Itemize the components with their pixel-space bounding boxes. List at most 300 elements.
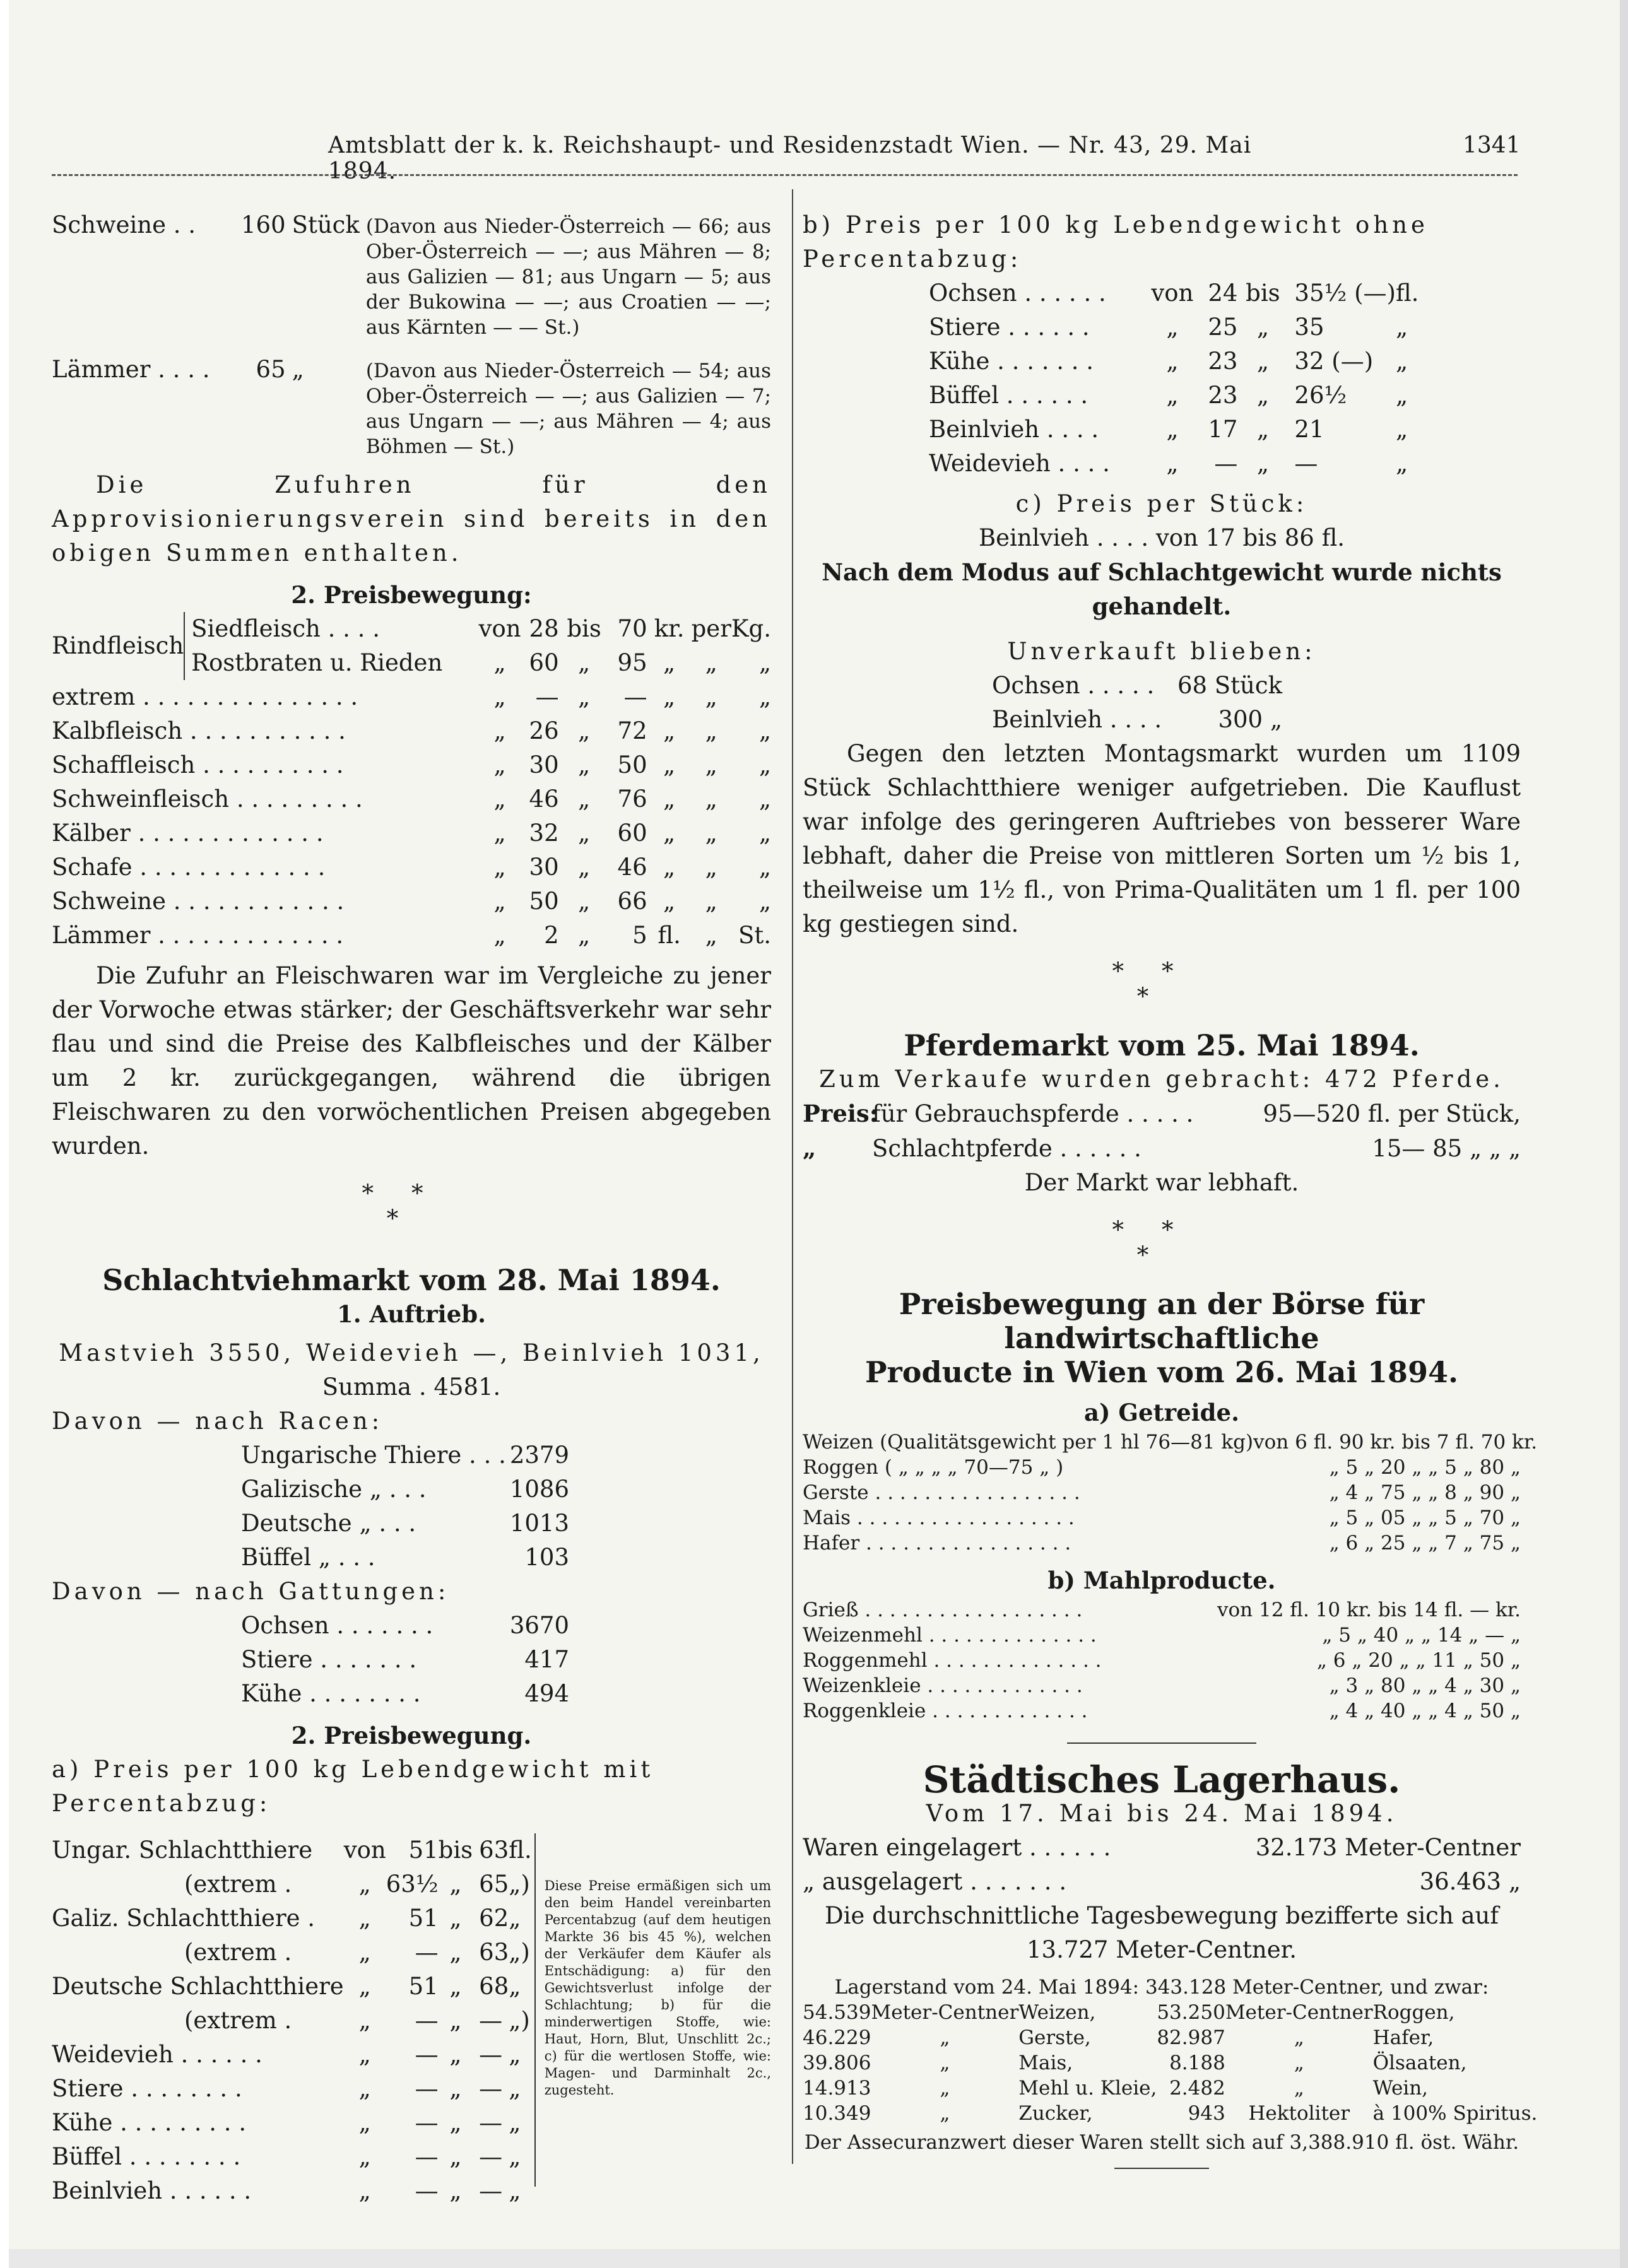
star-mark: *: [1162, 1216, 1212, 1243]
price-low: 30: [529, 854, 559, 881]
race-list: [52, 1438, 569, 1575]
stock-qty: 54.539: [803, 2001, 871, 2024]
stock-qty: 943: [1188, 2102, 1225, 2125]
page-number: 1341: [1463, 132, 1521, 158]
scan-edge-right: [1620, 0, 1628, 2268]
price-to: „: [578, 888, 591, 915]
price-to: „: [578, 751, 591, 779]
kind-row: [241, 1609, 569, 1643]
price-from: „: [358, 1939, 371, 1966]
kind-row-value: 3670: [509, 1612, 569, 1639]
price-high: 32 (—): [1294, 348, 1374, 375]
price-high: 26½: [1294, 382, 1347, 409]
price-name: Stiere . . . . . . . .: [52, 2075, 242, 2102]
price-to: „: [449, 2041, 462, 2068]
price-from: „: [493, 888, 506, 915]
slaughter-title: Schlachtviehmarkt vom 28. Mai 1894.: [102, 1263, 721, 1297]
price-high: —: [479, 2109, 503, 2136]
price-b-row: [929, 310, 1434, 344]
price-unit: „: [509, 2109, 521, 2136]
grain-row-value: „ 4 „ 75 „ „ 8 „ 90 „: [1329, 1481, 1521, 1504]
price-a-row: [52, 1901, 532, 1936]
meat-name: Schweine . . . . . . . . . . . .: [52, 888, 345, 915]
price-per: „: [705, 820, 717, 847]
price-from: „: [1166, 382, 1179, 409]
horse-price-label: „: [803, 1134, 817, 1162]
price-low: —: [1214, 450, 1238, 477]
price-low: 60: [529, 649, 559, 676]
race-row-value: 2379: [509, 1442, 569, 1469]
price-unit: „: [1396, 416, 1408, 443]
race-row-value: 1086: [509, 1476, 569, 1503]
price-high: 63: [479, 1836, 509, 1864]
price-to: „: [449, 2109, 462, 2136]
auftrieb-heading: 1. Auftrieb.: [337, 1300, 486, 1328]
price-from: „: [1166, 416, 1179, 443]
race-row-value: 103: [524, 1544, 569, 1571]
meat-price-row: [52, 816, 771, 850]
meat-name: Siedfleisch . . . .: [184, 612, 478, 646]
meat-name: Rostbraten u. Rieden: [184, 646, 478, 680]
price-measure: St.: [738, 922, 771, 949]
kind-row-name: Kühe . . . . . . . .: [241, 1680, 421, 1707]
horse-sale-line: Zum Verkaufe wurden gebracht: 472 Pferde.: [819, 1066, 1504, 1093]
brace: [534, 1833, 536, 2187]
price-a-row: [52, 1970, 532, 2004]
grain-list: [803, 1430, 1538, 1556]
meat-price-row: [52, 850, 771, 884]
exchange-title-line1: Preisbewegung an der Börse für landwirtschaftliche: [899, 1287, 1425, 1355]
price-from: von: [343, 1836, 386, 1864]
price-high: 35½ (—): [1294, 279, 1396, 307]
price-low: 26: [529, 717, 559, 744]
price-unit: „: [663, 888, 676, 915]
star-mark: *: [1112, 958, 1162, 985]
price-name: (extrem .: [184, 1939, 292, 1966]
price-unit: „: [663, 683, 676, 710]
livestock-count: 160: [241, 211, 286, 238]
market-paragraph: Gegen den letzten Montagsmarkt wurden um 1109 Stück Schlachtthiere weniger aufgetrieben. Die Kauflust war infolge des geringeren Auftriebes von besserer Ware lebhaft, daher die Preise von mittleren Sorten um ½ bis 1, theilweise um 1½ fl., von Prima-Qualitäten um 1 fl. per 100 kg gestiegen sind.: [803, 740, 1521, 937]
price-high: 63: [479, 1939, 509, 1966]
warehouse-row: [803, 1831, 1521, 1865]
price-name: Büffel . . . . . . . .: [52, 2143, 241, 2170]
price-to: „: [578, 717, 591, 744]
stock-goods: Hafer,: [1372, 2026, 1434, 2049]
price-a-row: [52, 1936, 532, 1970]
price-high: 76: [617, 785, 647, 813]
price-low: 51: [408, 1905, 439, 1932]
star-mark: *: [1162, 958, 1212, 985]
stock-qty: 8.188: [1169, 2052, 1225, 2074]
stock-goods: Weizen,: [1018, 2001, 1096, 2024]
star-mark: *: [386, 1205, 437, 1232]
price-low: 30: [529, 751, 559, 779]
price-high: —: [1294, 450, 1318, 477]
price-measure: „: [758, 820, 771, 847]
price-from: „: [493, 649, 506, 676]
flour-row-value: „ 3 „ 80 „ „ 4 „ 30 „: [1329, 1674, 1521, 1697]
price-name: Beinlvieh . . . . . .: [52, 2177, 252, 2204]
price-a-table: [52, 1833, 532, 2208]
horse-price-value: 15— 85 „ „ „: [1372, 1135, 1521, 1162]
price-unit: „: [663, 717, 676, 744]
price-high: 21: [1294, 416, 1324, 443]
stock-qty: 46.229: [803, 2026, 871, 2049]
price-a-row: [52, 2072, 532, 2106]
livestock-origin-table: [52, 208, 771, 459]
race-row: [241, 1472, 569, 1507]
summa-line: Summa . 4581.: [322, 1373, 501, 1401]
auftrieb-line: Mastvieh 3550, Weidevieh —, Beinlvieh 1031,: [59, 1339, 764, 1366]
livestock-row: [52, 208, 771, 340]
price-to: „: [449, 2143, 462, 2170]
flour-row: [803, 1698, 1521, 1724]
flour-row-name: Grieß . . . . . . . . . . . . . . . . . .: [803, 1599, 1083, 1621]
stock-unit: Meter-Centner: [871, 2001, 1019, 2024]
price-unit: „: [1396, 450, 1408, 477]
stock-row: [803, 2101, 1537, 2126]
livestock-detail: (Davon aus Nieder-Österreich — 66; aus Ober-Österreich — —; aus Mähren — 8; aus Galizien — 81; aus Ungarn — 5; aus der Bukowina — —; aus Croatien — —; aus Kärnten — — St.): [365, 215, 771, 339]
price-to: bis: [1246, 279, 1280, 307]
price-b-table: [929, 276, 1434, 481]
grain-row-name: Hafer . . . . . . . . . . . . . . . . .: [803, 1532, 1071, 1554]
price-measure: „: [758, 888, 771, 915]
price-name: Kühe . . . . . . .: [929, 348, 1094, 375]
stock-unit: „: [1294, 2052, 1304, 2074]
star-mark: *: [1112, 1216, 1162, 1243]
price-high: 70: [617, 615, 647, 642]
price-low: —: [415, 2177, 439, 2204]
scan-edge-bottom: [9, 2249, 1620, 2268]
price-unit: „): [509, 1939, 530, 1966]
horse-price-value: 95—520 fl. per Stück,: [1263, 1100, 1521, 1127]
price-low: 24: [1208, 279, 1238, 307]
price-to: „: [449, 2177, 462, 2204]
price-measure: „: [758, 649, 771, 676]
price-name: Büffel . . . . . .: [929, 382, 1088, 409]
unsold-row: [992, 669, 1282, 703]
stock-goods: Gerste,: [1018, 2026, 1091, 2049]
flour-list: [803, 1597, 1521, 1724]
price-measure: „: [758, 751, 771, 779]
price-c-heading: c) Preis per Stück:: [1015, 490, 1308, 517]
section-stars: [803, 959, 1521, 1009]
price-from: „: [493, 751, 506, 779]
by-kind-label: Davon — nach Gattungen:: [52, 1578, 450, 1605]
right-column: [803, 208, 1538, 2182]
price-from: „: [358, 2007, 371, 2034]
price-to: „: [449, 1973, 462, 2000]
insurance-line: Der Assecuranzwert dieser Waren stellt sich auf 3,388.910 fl. öst. Währ.: [804, 2131, 1519, 2154]
section-stars: [52, 1181, 771, 1231]
stock-qty: 10.349: [803, 2102, 871, 2125]
meat-name: extrem . . . . . . . . . . . . . . .: [52, 683, 358, 710]
price-to: „: [449, 1871, 462, 1898]
price-measure: „: [758, 717, 771, 744]
price-unit: fl.: [1396, 279, 1419, 307]
price-unit: „: [1396, 314, 1408, 341]
price-high: —: [479, 2143, 503, 2170]
price-high: 46: [617, 854, 647, 881]
price-high: —: [479, 2075, 503, 2102]
race-row-name: Deutsche „ . . .: [241, 1510, 416, 1537]
price-per: „: [705, 717, 717, 744]
price-to: bis: [438, 1836, 473, 1864]
price-name: Weidevieh . . . . . .: [52, 2041, 262, 2068]
stock-goods: à 100% Spiritus.: [1372, 2102, 1538, 2125]
grain-row-value: „ 5 „ 05 „ „ 5 „ 70 „: [1329, 1507, 1521, 1529]
price-b-row: [929, 379, 1434, 413]
price-to: „: [578, 922, 591, 949]
price-a-row: [52, 2004, 532, 2038]
meat-name: Kalbfleisch . . . . . . . . . . .: [52, 717, 346, 744]
meat-name: Schafe . . . . . . . . . . . . .: [52, 854, 326, 881]
price-to: „: [1256, 314, 1269, 341]
warehouse-row-name: Waren eingelagert . . . . . .: [803, 1834, 1111, 1861]
stock-goods: Zucker,: [1018, 2102, 1093, 2125]
warehouse-period: Vom 17. Mai bis 24. Mai 1894.: [926, 1800, 1398, 1827]
price-to: „: [578, 785, 591, 813]
price-name: Stiere . . . . . .: [929, 314, 1090, 341]
horse-price-list: [803, 1096, 1521, 1166]
price-per: „: [705, 649, 717, 676]
price-per: „: [705, 922, 717, 949]
price-low: 50: [529, 888, 559, 915]
price-a-row: [52, 2106, 532, 2140]
price-from: „: [358, 2177, 371, 2204]
horse-price-row: [803, 1096, 1521, 1131]
price-to: „: [1256, 382, 1269, 409]
warehouse-list: [803, 1831, 1521, 1899]
price-to: „: [449, 2007, 462, 2034]
header-rule: [52, 174, 1518, 176]
stock-row: [803, 2050, 1537, 2076]
price-unit: „: [663, 751, 676, 779]
meat-price-row: [52, 714, 771, 748]
horse-price-name: Schlachtpferde . . . . . .: [872, 1135, 1141, 1162]
grain-heading: a) Getreide.: [1084, 1399, 1239, 1426]
livestock-row: [52, 353, 771, 459]
price-from: „: [493, 854, 506, 881]
flour-row-value: „ 4 „ 40 „ „ 4 „ 50 „: [1329, 1700, 1521, 1722]
race-row-name: Ungarische Thiere . . .: [241, 1442, 506, 1469]
stock-row: [803, 2025, 1537, 2050]
price-to: bis: [567, 615, 601, 642]
price-from: „: [1166, 314, 1179, 341]
price-note: Diese Preise ermäßigen sich um den beim Handel vereinbarten Percentabzug (auf dem heutigen Markte 36 bis 45 %), welchen der Verkäufer dem Käufer als Entschädigung: a) für den Gewichtsverlust infolge der Schlachtung; b) für die minderwertigen Stoffe, wie: Haut, Horn, Blut, Unschlitt 2c.; c) für die wertlosen Stoffe, wie: Magen- und Darminhalt 2c., zugesteht.: [544, 1878, 771, 2098]
price-name: Ungar. Schlachtthiere: [52, 1836, 313, 1864]
price-low: 2: [544, 922, 559, 949]
grain-row-name: Weizen (Qualitätsgewicht per 1 hl 76—81 kg): [803, 1431, 1254, 1454]
price-low: 23: [1208, 382, 1238, 409]
price-per: „: [705, 854, 717, 881]
stock-row: [803, 2076, 1537, 2101]
price-to: „: [1256, 348, 1269, 375]
price-high: 68: [479, 1973, 509, 2000]
price-per: „: [705, 751, 717, 779]
price-unit: „: [509, 2041, 521, 2068]
price-low: —: [535, 683, 559, 710]
unsold-row-value: 300 „: [1218, 706, 1282, 733]
price-to: „: [449, 1939, 462, 1966]
livestock-unit: Stück: [292, 211, 360, 238]
price-measure: „: [758, 785, 771, 813]
price-name: Galiz. Schlachtthiere .: [52, 1905, 316, 1932]
grain-row-value: „ 5 „ 20 „ „ 5 „ 80 „: [1329, 1456, 1521, 1479]
flour-heading: b) Mahlproducte.: [1047, 1566, 1276, 1594]
by-race-label: Davon — nach Racen:: [52, 1407, 384, 1435]
kind-row-name: Ochsen . . . . . . .: [241, 1612, 434, 1639]
grain-row-value: „ 6 „ 25 „ „ 7 „ 75 „: [1329, 1532, 1521, 1554]
price-a-heading: a) Preis per 100 kg Lebendgewicht mit Percentabzug:: [52, 1756, 654, 1817]
price-to: „: [578, 683, 591, 710]
price-low: —: [415, 2143, 439, 2170]
grain-row: [803, 1505, 1521, 1531]
price-name: Beinlvieh . . . .: [929, 416, 1099, 443]
stock-table: [803, 2000, 1537, 2126]
stock-qty: 53.250: [1157, 2001, 1225, 2024]
running-header: Amtsblatt der k. k. Reichshaupt- und Residenzstadt Wien. — Nr. 43, 29. Mai 1894.: [328, 132, 1252, 184]
stock-goods: Mais,: [1018, 2052, 1073, 2074]
price-per: per: [691, 615, 731, 642]
closing-rule: [1114, 2168, 1209, 2169]
price-to: „: [578, 854, 591, 881]
stock-goods: Wein,: [1372, 2077, 1429, 2100]
price-to: „: [578, 820, 591, 847]
price-high: —: [623, 683, 647, 710]
price-to: „: [1256, 416, 1269, 443]
price-low: —: [415, 2075, 439, 2102]
price-low: 25: [1208, 314, 1238, 341]
price2-heading: 2. Preisbewegung.: [291, 1722, 532, 1749]
price-b-row: [929, 276, 1434, 310]
grain-row: [803, 1480, 1521, 1505]
grain-row: [803, 1430, 1538, 1455]
price-from: „: [493, 922, 506, 949]
race-row: [241, 1507, 569, 1541]
kind-row-value: 494: [524, 1680, 569, 1707]
meat-name: Lämmer . . . . . . . . . . . . .: [52, 922, 344, 949]
price-name: Ochsen . . . . . .: [929, 279, 1106, 307]
price-a-block: [52, 1833, 771, 2208]
flour-row-name: Roggenmehl . . . . . . . . . . . . . .: [803, 1649, 1102, 1672]
warehouse-row: [803, 1865, 1521, 1899]
price-high: 35: [1294, 314, 1324, 341]
price-from: „: [493, 717, 506, 744]
flour-row-name: Weizenmehl . . . . . . . . . . . . . .: [803, 1624, 1097, 1647]
price-high: 66: [617, 888, 647, 915]
price-unit: „: [509, 2177, 521, 2204]
grain-row-value: von 6 fl. 90 kr. bis 7 fl. 70 kr.: [1253, 1431, 1538, 1454]
price-from: „: [358, 2143, 371, 2170]
kind-row-name: Stiere . . . . . . .: [241, 1646, 417, 1673]
unsold-row: [992, 703, 1282, 737]
section-rule: [1067, 1742, 1256, 1744]
price-unit: „: [663, 649, 676, 676]
price-from: „: [358, 1973, 371, 2000]
race-row-name: Büffel „ . . .: [241, 1544, 375, 1571]
price-high: 95: [617, 649, 647, 676]
livestock-detail: (Davon aus Nieder-Österreich — 54; aus Ober-Österreich — —; aus Galizien — 7; aus Ungarn — —; aus Mähren — 4; aus Böhmen — St.): [365, 360, 771, 458]
price-low: —: [415, 1939, 439, 1966]
column-divider: [792, 189, 793, 2164]
stock-qty: 2.482: [1169, 2077, 1225, 2100]
price-from: „: [493, 785, 506, 813]
price-to: „: [578, 649, 591, 676]
stock-qty: 14.913: [803, 2077, 871, 2100]
meat-price-row: [52, 884, 771, 919]
price-high: —: [479, 2041, 503, 2068]
price-high: 72: [617, 717, 647, 744]
daily-value: 13.727 Meter-Centner.: [1027, 1936, 1297, 1963]
livestock-unit: „: [292, 356, 304, 383]
price-unit: „): [509, 2007, 530, 2034]
horse-title: Pferdemarkt vom 25. Mai 1894.: [904, 1028, 1420, 1062]
price-low: 17: [1208, 416, 1238, 443]
stock-qty: 39.806: [803, 2052, 871, 2074]
star-mark: *: [1136, 1242, 1187, 1269]
price-unit: „: [509, 2075, 521, 2102]
stock-row: [803, 2000, 1537, 2025]
price-low: 51: [408, 1836, 439, 1864]
stock-unit: „: [1294, 2077, 1304, 2100]
stock-unit: „: [940, 2052, 950, 2074]
warehouse-row-value: 32.173 Meter-Centner: [1255, 1834, 1521, 1861]
star-mark: *: [411, 1180, 461, 1207]
livestock-name: Lämmer . . . .: [52, 356, 210, 383]
price-low: 28: [529, 615, 559, 642]
price-from: „: [493, 683, 506, 710]
unsold-row-value: 68 Stück: [1177, 672, 1282, 699]
price-unit: „: [509, 1905, 521, 1932]
price-low: 63½: [386, 1871, 439, 1898]
price-measure: Kg.: [731, 615, 771, 642]
price-from: „: [358, 2109, 371, 2136]
stock-unit: Hektoliter: [1248, 2102, 1350, 2125]
kind-row: [241, 1643, 569, 1677]
livestock-name: Schweine . .: [52, 211, 196, 238]
race-row: [241, 1438, 569, 1472]
flour-row: [803, 1648, 1521, 1673]
horse-price-label-group: [803, 1096, 1193, 1131]
daily-movement: Die durchschnittliche Tagesbewegung bezifferte sich auf: [824, 1902, 1499, 1929]
star-mark: *: [362, 1180, 411, 1207]
price-c-line: Beinlvieh . . . . von 17 bis 86 fl.: [978, 524, 1345, 551]
stock-unit: „: [940, 2077, 950, 2100]
price-heading: 2. Preisbewegung:: [291, 581, 532, 609]
price-a-row: [52, 1867, 532, 1901]
flour-row-value: „ 6 „ 20 „ „ 11 „ 50 „: [1316, 1649, 1521, 1672]
rindfleisch-label: Rindfleisch: [52, 632, 184, 659]
stock-qty: 82.987: [1157, 2026, 1225, 2049]
price-measure: „: [758, 683, 771, 710]
price-name: Kühe . . . . . . . . .: [52, 2109, 247, 2136]
price-low: —: [415, 2041, 439, 2068]
price-low: 46: [529, 785, 559, 813]
meat-price-row: [52, 782, 771, 816]
price-low: —: [415, 2109, 439, 2136]
price-name: (extrem .: [184, 2007, 292, 2034]
warehouse-row-value: 36.463 „: [1419, 1868, 1521, 1895]
flour-row: [803, 1597, 1521, 1623]
price-high: 50: [617, 751, 647, 779]
price-high: 5: [632, 922, 647, 949]
price-measure: „: [758, 854, 771, 881]
meat-name: Kälber . . . . . . . . . . . . .: [52, 820, 324, 847]
meat-price-table: [52, 612, 771, 953]
price-a-row: [52, 2038, 532, 2072]
grain-row: [803, 1531, 1521, 1556]
